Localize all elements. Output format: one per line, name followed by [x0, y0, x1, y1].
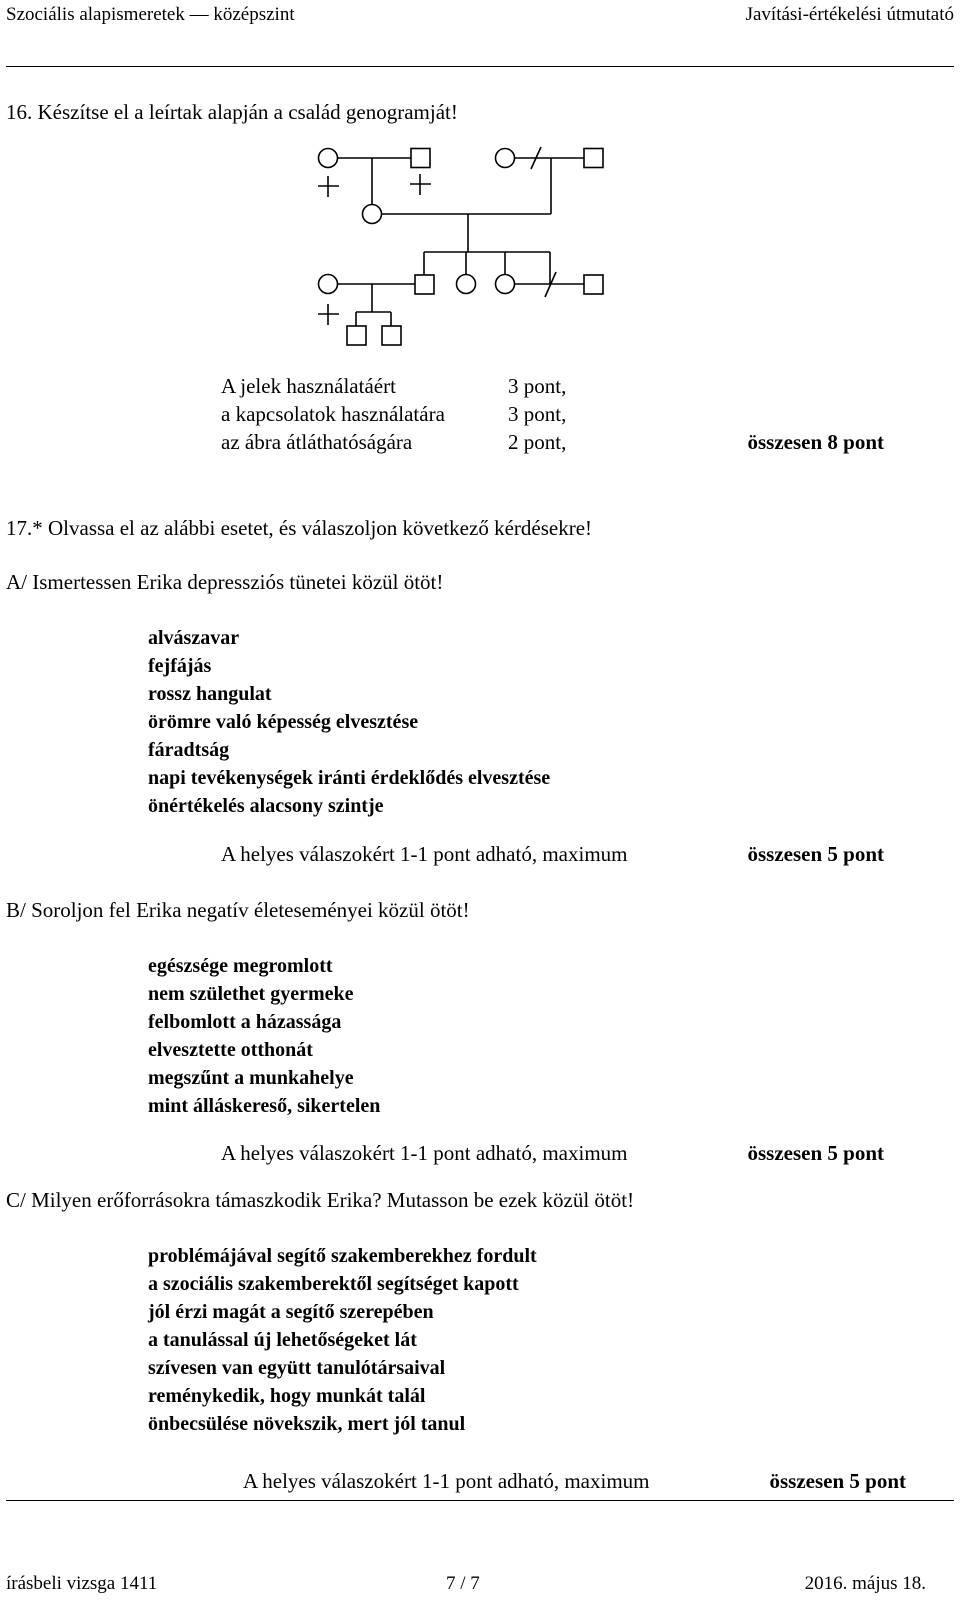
q17b-note: A helyes válaszokért 1-1 pont adható, maximum — [221, 1141, 628, 1165]
footer-right: 2016. május 18. — [804, 1573, 926, 1594]
genogram-male-grandfather2 — [584, 149, 603, 168]
genogram-male-grandchild2 — [382, 326, 401, 345]
q17c-total: összesen 5 pont — [769, 1469, 906, 1493]
header-rule — [6, 66, 954, 67]
q17c-answer-3: jól érzi magát a segítő szerepében — [148, 1301, 434, 1323]
q16-scoring-label-1: A jelek használatáért — [221, 374, 396, 398]
q17a-answer-3: rossz hangulat — [148, 683, 272, 705]
q17b-answer-3: felbomlott a házassága — [148, 1011, 342, 1033]
footer-left: írásbeli vizsga 1411 — [6, 1573, 158, 1594]
genogram-female-grandmother — [319, 149, 338, 168]
q17a-answer-2: fejfájás — [148, 655, 212, 677]
q17a-answer-7: önértékelés alacsony szintje — [148, 795, 384, 817]
q16-scoring-points-1: 3 pont, — [508, 374, 567, 398]
q17a-answer-5: fáradtság — [148, 739, 230, 761]
footer-rule — [6, 1500, 954, 1501]
genogram-diagram — [300, 140, 620, 350]
footer-center: 7 / 7 — [446, 1573, 480, 1594]
genogram-female-grandmother2 — [496, 149, 515, 168]
q17a-answer-1: alvászavar — [148, 627, 240, 649]
q16-total: összesen 8 pont — [747, 430, 884, 454]
q17b-answer-5: megszűnt a munkahelye — [148, 1067, 354, 1089]
q17b-question: B/ Soroljon fel Erika negatív életeseményei közül ötöt! — [6, 898, 470, 922]
header-right: Javítási-értékelési útmutató — [745, 4, 954, 25]
q16-scoring-points-2: 3 pont, — [508, 402, 567, 426]
q16-scoring-label-2: a kapcsolatok használatára — [221, 402, 445, 426]
q17c-answer-5: szívesen van együtt tanulótársaival — [148, 1357, 446, 1379]
q17c-answer-2: a szociális szakemberektől segítséget kapott — [148, 1273, 519, 1295]
q16-scoring-label-3: az ábra átláthatóságára — [221, 430, 413, 454]
genogram-female-child1 — [319, 275, 338, 294]
genogram-female-child4 — [496, 275, 515, 294]
q17c-answer-6: reménykedik, hogy munkát talál — [148, 1385, 426, 1407]
q17a-note: A helyes válaszokért 1-1 pont adható, maximum — [221, 842, 628, 866]
q17b-total: összesen 5 pont — [747, 1141, 884, 1165]
q17a-answer-4: örömre való képesség elvesztése — [148, 711, 419, 733]
q17c-answer-4: a tanulással új lehetőségeket lát — [148, 1329, 417, 1351]
q17b-answer-6: mint álláskereső, sikertelen — [148, 1095, 381, 1117]
q17c-question: C/ Milyen erőforrásokra támaszkodik Erika? Mutasson be ezek közül ötöt! — [6, 1188, 635, 1212]
genogram-female-child3 — [457, 275, 476, 294]
q17-title: 17.* Olvassa el az alábbi esetet, és válaszoljon következő kérdésekre! — [6, 516, 593, 540]
genogram-male-child2 — [415, 275, 434, 294]
q17b-answer-2: nem születhet gyermeke — [148, 983, 354, 1005]
genogram-male-grandfather — [411, 149, 430, 168]
q17a-question: A/ Ismertessen Erika depressziós tünetei közül ötöt! — [6, 570, 444, 594]
genogram-male-partner — [584, 275, 603, 294]
q16-scoring-points-3: 2 pont, — [508, 430, 567, 454]
header-left: Szociális alapismeretek — középszint — [6, 4, 295, 25]
q17a-total: összesen 5 pont — [747, 842, 884, 866]
q17c-answer-7: önbecsülése növekszik, mert jól tanul — [148, 1413, 466, 1435]
q17c-answer-1: problémájával segítő szakemberekhez fordult — [148, 1245, 537, 1267]
q17b-answer-4: elvesztette otthonát — [148, 1039, 313, 1061]
genogram-female-mother — [363, 205, 382, 224]
q17a-answer-6: napi tevékenységek iránti érdeklődés elvesztése — [148, 767, 551, 789]
genogram-male-grandchild1 — [347, 326, 366, 345]
q16-title: 16. Készítse el a leírtak alapján a család genogramját! — [6, 100, 458, 124]
q17b-answer-1: egészsége megromlott — [148, 955, 333, 977]
q17c-note: A helyes válaszokért 1-1 pont adható, maximum — [243, 1469, 650, 1493]
